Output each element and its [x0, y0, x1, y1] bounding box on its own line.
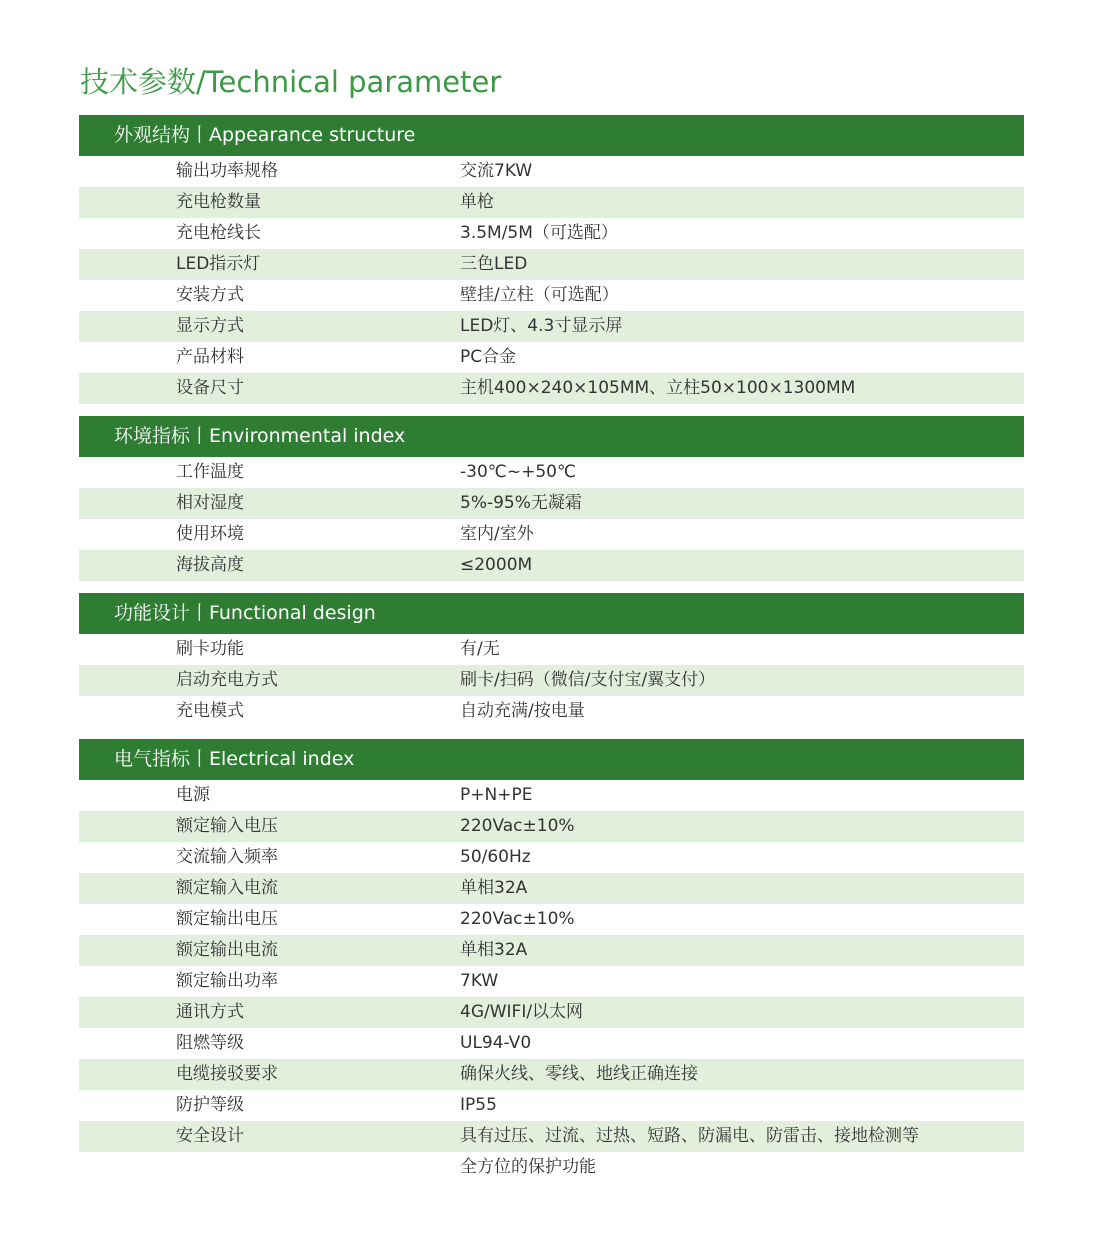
spec-row [79, 1028, 1024, 1059]
spec-value: UL94-V0 [460, 1033, 532, 1053]
spec-value: 5%-95%无凝霜 [460, 493, 582, 513]
spec-table [79, 115, 1024, 1195]
spec-key: 输出功率规格 [176, 161, 278, 181]
section-header: 环境指标丨Environmental index [79, 416, 1024, 457]
spec-row [79, 550, 1024, 581]
spec-row [79, 696, 1024, 727]
spec-key: 额定输出电流 [176, 940, 278, 960]
spec-value: 220Vac±10% [460, 816, 575, 836]
spec-key: 安装方式 [176, 285, 244, 305]
spec-key: 相对湿度 [176, 493, 244, 513]
spec-row [79, 780, 1024, 811]
spec-key: 充电模式 [176, 701, 244, 721]
spec-value: 三色LED [460, 254, 528, 274]
spec-value: 220Vac±10% [460, 909, 575, 929]
spec-value: P+N+PE [460, 785, 533, 805]
spec-value: ≤2000M [460, 555, 533, 575]
spec-key: 启动充电方式 [176, 670, 278, 690]
spec-key: 电源 [176, 785, 210, 805]
spec-value: 3.5M/5M（可选配） [460, 223, 618, 243]
spec-key: 设备尺寸 [176, 378, 244, 398]
spec-row [79, 1121, 1024, 1152]
spec-row [79, 218, 1024, 249]
spec-value: 主机400×240×105MM、立柱50×100×1300MM [460, 378, 856, 398]
section-header: 外观结构丨Appearance structure [79, 115, 1024, 156]
spec-key: 充电枪数量 [176, 192, 261, 212]
spec-row [79, 187, 1024, 218]
spec-row [79, 1059, 1024, 1090]
spec-row [79, 519, 1024, 550]
spec-row [79, 904, 1024, 935]
spec-key: 额定输入电流 [176, 878, 278, 898]
spec-row [79, 249, 1024, 280]
spec-value: 有/无 [460, 639, 500, 659]
spec-value: 单枪 [460, 192, 494, 212]
spec-row [79, 873, 1024, 904]
spec-key: 额定输出电压 [176, 909, 278, 929]
section-header: 功能设计丨Functional design [79, 593, 1024, 634]
spec-value: IP55 [460, 1095, 497, 1115]
spec-value: 全方位的保护功能 [460, 1157, 596, 1177]
spec-key: 交流输入频率 [176, 847, 278, 867]
spec-row [79, 311, 1024, 342]
spec-value: PC合金 [460, 347, 517, 367]
spec-row [79, 842, 1024, 873]
spec-row [79, 280, 1024, 311]
spec-row [79, 488, 1024, 519]
spec-value: 4G/WIFI/以太网 [460, 1002, 584, 1022]
spec-section [79, 593, 1024, 727]
spec-key: 充电枪线长 [176, 223, 261, 243]
spec-value: 单相32A [460, 940, 528, 960]
spec-key: 工作温度 [176, 462, 244, 482]
spec-key: 阻燃等级 [176, 1033, 244, 1053]
page-title: 技术参数/Technical parameter [80, 65, 502, 99]
spec-value: -30℃~+50℃ [460, 462, 577, 482]
spec-row [79, 997, 1024, 1028]
spec-value: 单相32A [460, 878, 528, 898]
spec-key: 显示方式 [176, 316, 244, 336]
spec-row [79, 373, 1024, 404]
spec-row [79, 935, 1024, 966]
spec-value: 交流7KW [460, 161, 533, 181]
spec-row [79, 665, 1024, 696]
spec-value: 确保火线、零线、地线正确连接 [460, 1064, 698, 1084]
spec-key: 安全设计 [176, 1126, 244, 1146]
spec-row [79, 634, 1024, 665]
spec-key: 产品材料 [176, 347, 244, 367]
spec-value: 自动充满/按电量 [460, 701, 585, 721]
spec-value: 7KW [460, 971, 499, 991]
spec-section [79, 739, 1024, 1183]
spec-section [79, 416, 1024, 581]
spec-row [79, 156, 1024, 187]
spec-value: 刷卡/扫码（微信/支付宝/翼支付） [460, 670, 716, 690]
spec-row [79, 811, 1024, 842]
spec-key: 刷卡功能 [176, 639, 244, 659]
spec-row [79, 1152, 1024, 1183]
spec-row [79, 457, 1024, 488]
spec-key: 海拔高度 [176, 555, 244, 575]
spec-key: 通讯方式 [176, 1002, 244, 1022]
spec-key: 电缆接驳要求 [176, 1064, 278, 1084]
spec-key: 额定输出功率 [176, 971, 278, 991]
spec-section [79, 115, 1024, 404]
spec-key: LED指示灯 [176, 254, 261, 274]
spec-key: 使用环境 [176, 524, 244, 544]
spec-row [79, 342, 1024, 373]
spec-value: 50/60Hz [460, 847, 531, 867]
spec-row [79, 966, 1024, 997]
spec-value: 具有过压、过流、过热、短路、防漏电、防雷击、接地检测等 [460, 1126, 919, 1146]
section-header: 电气指标丨Electrical index [79, 739, 1024, 780]
spec-value: 室内/室外 [460, 524, 534, 544]
spec-key: 防护等级 [176, 1095, 244, 1115]
spec-row [79, 1090, 1024, 1121]
spec-key: 额定输入电压 [176, 816, 278, 836]
spec-value: LED灯、4.3寸显示屏 [460, 316, 623, 336]
spec-value: 壁挂/立柱（可选配） [460, 285, 619, 305]
